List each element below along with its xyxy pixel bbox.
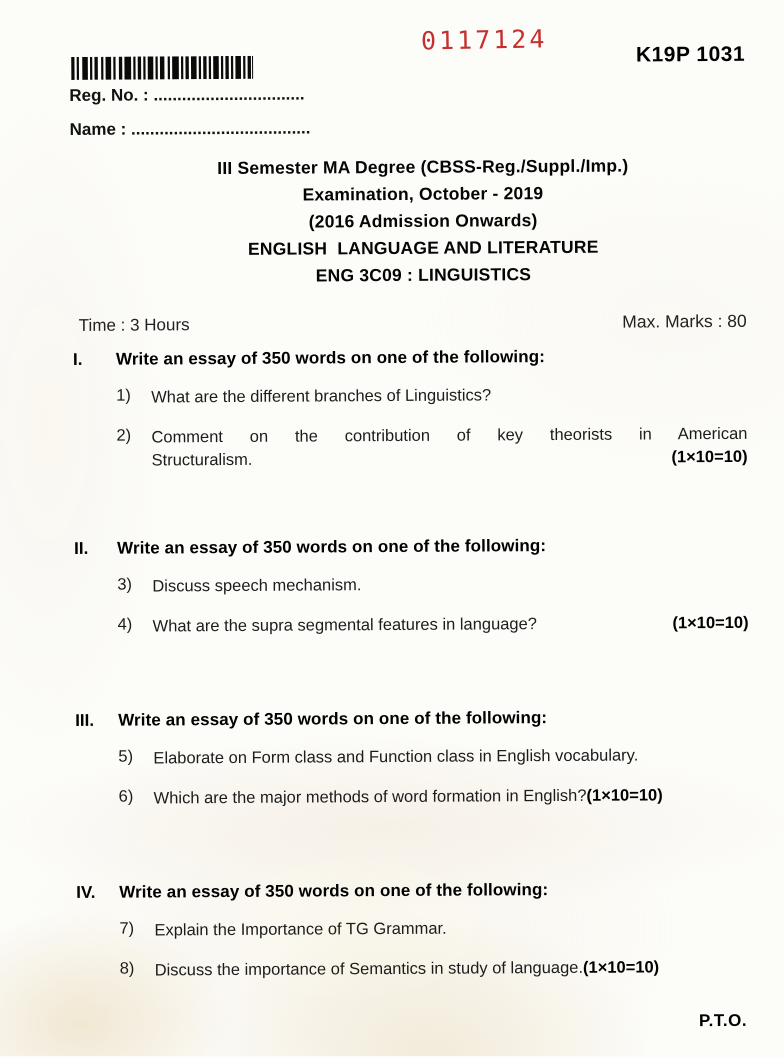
question-number: 4) <box>117 615 133 634</box>
question-2 <box>116 423 747 473</box>
question-number: 2) <box>116 426 132 445</box>
question-number: 7) <box>119 919 135 938</box>
section-2 <box>72 535 749 639</box>
section-heading-row <box>71 346 747 370</box>
pto-label: P.T.O. <box>698 1010 748 1031</box>
title-line-exam: Examination, October - 2019 <box>302 183 544 205</box>
section-4 <box>74 879 751 983</box>
section-heading: Write an essay of 350 words on one of the following: <box>117 536 547 558</box>
spacer <box>73 635 749 697</box>
marks-badge: (1×10=10) <box>586 786 663 805</box>
title-line-course: ENG 3C09 : LINGUISTICS <box>315 264 532 286</box>
spacer <box>72 469 748 525</box>
question-text-continued: Structuralism. <box>151 450 253 470</box>
section-heading: Write an essay of 350 words on one of the following: <box>119 880 549 902</box>
question-number: 8) <box>119 959 135 978</box>
section-3 <box>73 707 750 811</box>
question-text: Which are the major methods of word formation in English? <box>153 786 587 808</box>
question-6 <box>119 784 750 811</box>
question-text: Comment on the contribution of key theorists in American <box>151 424 748 447</box>
question-number: 5) <box>118 747 134 766</box>
marks-badge: (1×10=10) <box>672 613 749 633</box>
footer-row <box>75 1011 751 1035</box>
section-heading: Write an essay of 350 words on one of the following: <box>118 708 548 730</box>
question-number: 1) <box>116 386 131 405</box>
reg-no-field: Reg. No. : ................................ <box>69 84 305 105</box>
question-7 <box>119 916 750 943</box>
section-heading-row <box>74 879 750 903</box>
question-8 <box>120 956 751 983</box>
section-numeral: I. <box>72 349 83 369</box>
meta-row <box>71 311 747 336</box>
question-number: 6) <box>118 787 134 806</box>
question-5 <box>118 744 749 771</box>
title-block <box>100 152 747 291</box>
title-line-subject: ENGLISH LANGUAGE AND LITERATURE <box>247 236 599 259</box>
question-1 <box>116 383 747 410</box>
title-line-degree: III Semester MA Degree (CBSS-Reg./Suppl./Imp.) <box>217 155 629 179</box>
question-text: What are the supra segmental features in language? <box>152 615 537 636</box>
page-header <box>69 24 746 150</box>
barcode-icon <box>71 56 253 80</box>
question-text: Elaborate on Form class and Function class in English vocabulary. <box>153 746 639 768</box>
marks-badge: (1×10=10) <box>582 958 660 977</box>
section-heading-row <box>73 707 749 731</box>
question-text: Discuss speech mechanism. <box>152 576 362 596</box>
time-label: Time : 3 Hours <box>78 315 190 335</box>
question-4 <box>118 612 749 639</box>
question-number: 3) <box>117 575 133 594</box>
section-1 <box>71 346 748 473</box>
name-field: Name : ...................................... <box>69 118 311 139</box>
marks-badge: (1×10=10) <box>671 447 748 467</box>
max-marks-label: Max. Marks : 80 <box>622 310 747 332</box>
spacer <box>74 807 750 869</box>
section-numeral: III. <box>75 710 95 730</box>
question-text: Explain the Importance of TG Grammar. <box>154 919 447 940</box>
section-numeral: IV. <box>76 882 96 902</box>
question-text: Discuss the importance of Semantics in study of language. <box>154 958 584 980</box>
stamp-serial-number: 0117124 <box>420 24 548 56</box>
question-3 <box>117 572 748 599</box>
paper-code: K19P 1031 <box>635 42 746 67</box>
section-heading-row <box>72 535 748 559</box>
title-line-admission: (2016 Admission Onwards) <box>308 210 538 232</box>
section-numeral: II. <box>74 538 89 558</box>
question-text: What are the different branches of Linguistics? <box>151 386 492 407</box>
section-heading: Write an essay of 350 words on one of the following: <box>115 347 546 369</box>
